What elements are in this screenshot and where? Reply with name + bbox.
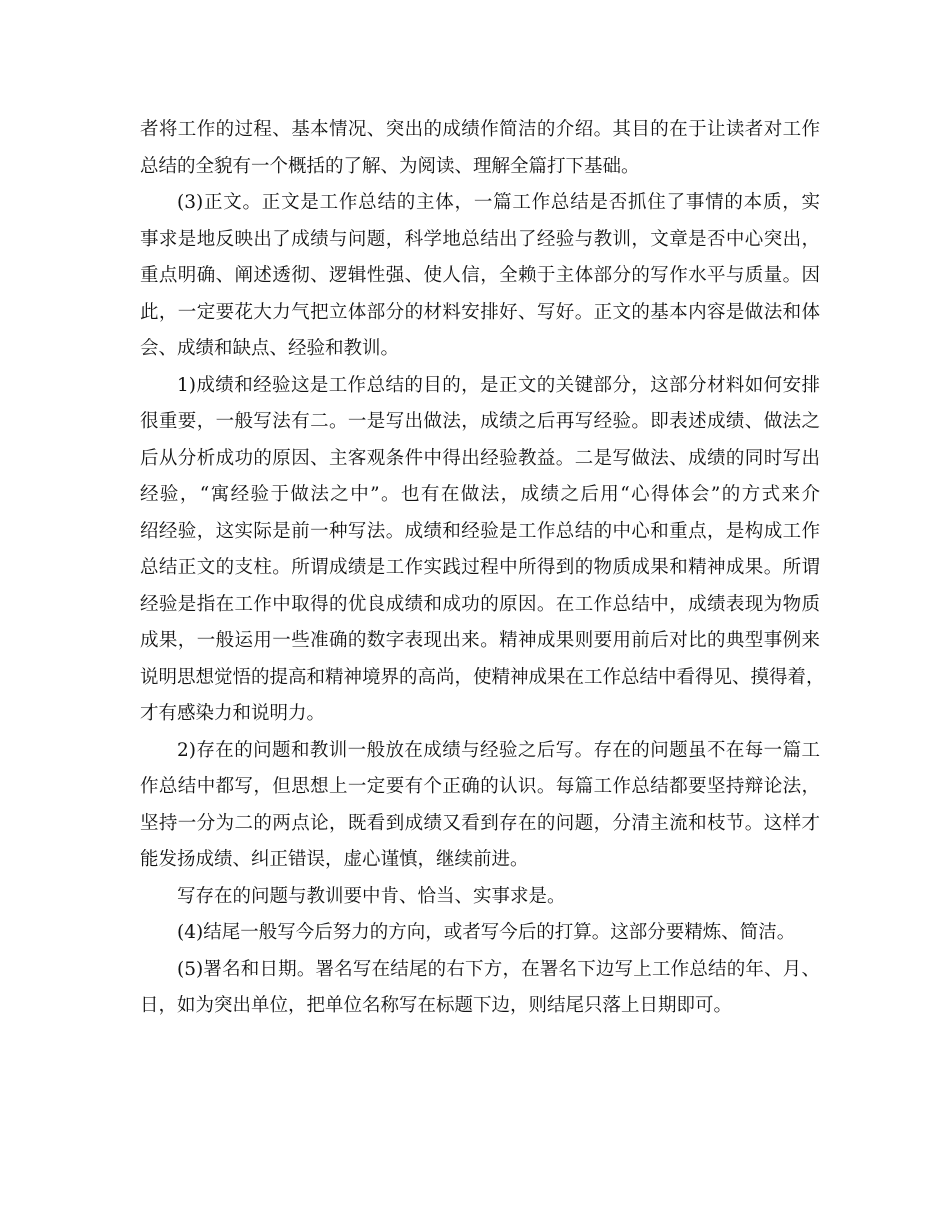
text-line: 坚持一分为二的两点论，既看到成绩又看到存在的问题，分清主流和枝节。这样才 [140,812,820,834]
text-line: 者将工作的过程、基本情况、突出的成绩作简洁的介绍。其目的在于让读者对工作 [140,119,820,140]
text-line: 1)成绩和经验这是工作总结的目的，是正文的关键部分，这部分材料如何安排 [177,374,820,396]
text-line: 2)存在的问题和教训一般放在成绩与经验之后写。存在的问题虽不在每一篇工 [177,739,820,761]
text-line: 日，如为突出单位，把单位名称写在标题下边，则结尾只落上日期即可。 [140,995,733,1016]
text-line: 作总结中都写，但思想上一定要有个正确的认识。每篇工作总结都要坚持辩论法， [140,776,820,797]
text-line: 说明思想觉悟的提高和精神境界的高尚，使精神成果在工作总结中看得见、摸得着， [140,666,825,688]
text-line: 才有感染力和说明力。 [140,703,326,724]
paragraph-achievements [140,368,825,733]
text-line: (4)结尾一般写今后努力的方向，或者写今后的打算。这部分要精炼、简洁。 [177,922,796,943]
text-line: (5)署名和日期。署名写在结尾的右下方，在署名下边写上工作总结的年、月、 [177,958,820,980]
paragraph-ending [140,915,820,952]
text-line: 很重要，一般写法有二。一是写出做法，成绩之后再写经验。即表述成绩、做法之 [140,411,820,432]
paragraph-signature-date [140,952,820,1025]
paragraph-problems-note [140,879,820,916]
text-line: 经验，“寓经验于做法之中”。也有在做法，成绩之后用“心得体会”的方式来介 [140,484,820,505]
text-line: 绍经验，这实际是前一种写法。成绩和经验是工作总结的中心和重点，是构成工作 [140,520,820,542]
text-line: (3)正文。正文是工作总结的主体，一篇工作总结是否抓住了事情的本质，实 [177,192,820,213]
paragraph-main-text [140,185,820,368]
paragraph-problems [140,733,820,879]
text-line: 总结正文的支柱。所谓成绩是工作实践过程中所得到的物质成果和精神成果。所谓 [140,557,820,578]
text-line: 会、成绩和缺点、经验和教训。 [140,338,400,359]
text-line: 成果，一般运用一些准确的数字表现出来。精神成果则要用前后对比的典型事例来 [140,630,820,651]
document-body [140,112,825,1025]
paragraph-intro-continuation [140,112,820,185]
text-line: 写存在的问题与教训要中肯、恰当、实事求是。 [177,885,566,907]
text-line: 能发扬成绩、纠正错误，虚心谨慎，继续前进。 [140,849,529,870]
text-line: 此，一定要花大力气把立体部分的材料安排好、写好。正文的基本内容是做法和体 [140,301,820,323]
text-line: 事求是地反映出了成绩与问题，科学地总结出了经验与教训，文章是否中心突出， [140,228,820,250]
text-line: 经验是指在工作中取得的优良成绩和成功的原因。在工作总结中，成绩表现为物质 [140,593,820,615]
text-line: 重点明确、阐述透彻、逻辑性强、使人信，全赖于主体部分的写作水平与质量。因 [140,265,820,286]
text-line: 后从分析成功的原因、主客观条件中得出经验教益。二是写做法、成绩的同时写出 [140,447,820,469]
text-line: 总结的全貌有一个概括的了解、为阅读、理解全篇打下基础。 [140,155,640,177]
